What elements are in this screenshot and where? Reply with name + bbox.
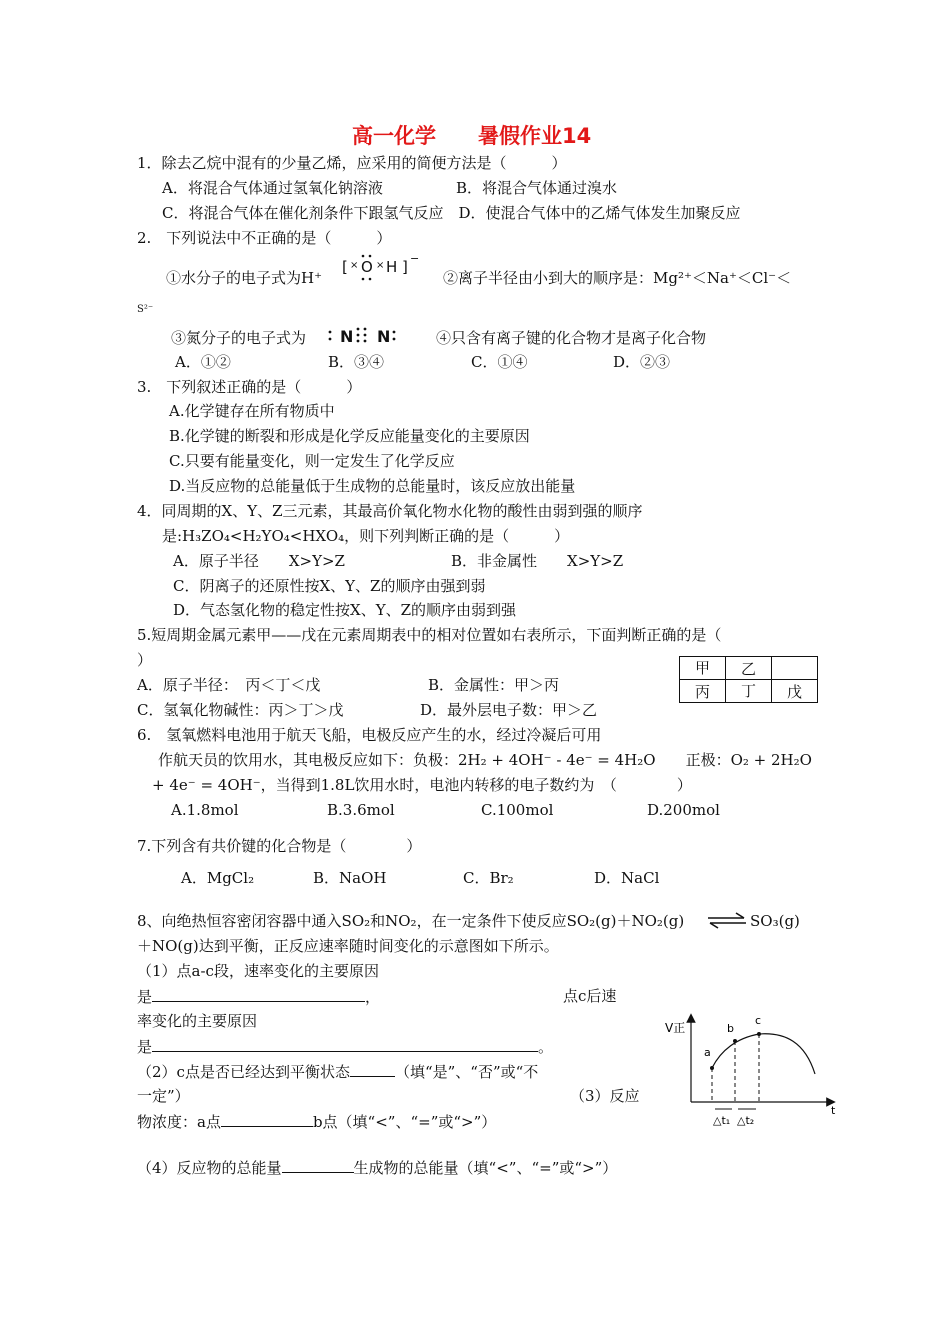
- q2-option-c: C．①④: [471, 353, 528, 371]
- q6-option-d: D.200mol: [647, 801, 720, 819]
- dt2-label: △t₂: [737, 1114, 755, 1127]
- q8-part-2-hint: （填“是”、“否”或“不: [394, 1063, 539, 1081]
- svg-text:×: ×: [350, 260, 359, 271]
- q2-option-b: B．③④: [328, 353, 385, 371]
- q5-stem-2: ）: [137, 651, 153, 669]
- point-a-label: a: [704, 1046, 711, 1059]
- q8-part-4-line: [137, 1157, 617, 1178]
- q1-option-cd: C．将混合气体在催化剂条件下跟氢气反应 D．使混合气体中的乙烯气体发生加聚反应: [162, 204, 741, 222]
- rate-time-graph: [655, 1010, 845, 1130]
- svg-text:−: −: [410, 252, 420, 265]
- q2-item-4: ④只含有离子键的化合物才是离子化合物: [436, 329, 707, 347]
- q8-stem-2: ＋NO(g)达到平衡，正反应速率随时间变化的示意图如下所示。: [137, 937, 559, 955]
- q2-item-2: ②离子半径由小到大的顺序是：Mg²⁺＜Na⁺＜Cl⁻＜: [443, 269, 792, 287]
- q2-stem: 2. 下列说法中不正确的是（ ）: [137, 229, 392, 247]
- q6-stem: 6. 氢氧燃料电池用于航天飞船，电极反应产生的水，经过冷凝后可用: [137, 726, 602, 744]
- periodic-table-fragment: [679, 656, 818, 703]
- svg-text:N: N: [377, 327, 391, 346]
- q8-part-1-reason: 率变化的主要原因: [137, 1012, 258, 1030]
- q6-option-c: C.100mol: [481, 801, 554, 819]
- table-cell: 丙: [680, 680, 726, 703]
- q1-option-a: A．将混合气体通过氢氧化钠溶液: [162, 179, 383, 197]
- q4-option-d: D．气态氢化物的稳定性按X、Y、Z的顺序由弱到强: [173, 601, 517, 619]
- q8-part-1-shi-2: 是: [137, 1038, 153, 1056]
- q6-option-b: B.3.6mol: [327, 801, 395, 819]
- q8-stem-b: SO₃(g): [750, 912, 800, 930]
- point-c: [757, 1032, 761, 1036]
- q8-part-1: （1）点a-c段，速率变化的主要原因: [137, 962, 379, 980]
- svg-text:×: ×: [376, 260, 385, 271]
- q2-item-3: ③氮分子的电子式为: [171, 329, 307, 347]
- q3-option-a: A.化学键存在所有物质中: [169, 402, 335, 420]
- svg-text:H: H: [386, 258, 398, 276]
- q7-option-d: D．NaCl: [594, 869, 660, 887]
- q6-stem-2: 作航天员的饮用水，其电极反应如下：负极：2H₂ + 4OH⁻ - 4e⁻ = 4H₂O 正极：O₂ + 2H₂O: [158, 751, 812, 769]
- q8-part-3: （3）反应: [570, 1087, 640, 1105]
- q7-option-a: A．MgCl₂: [181, 869, 255, 887]
- q8-part-1-comma: ，: [365, 988, 381, 1006]
- q4-option-b: B．非金属性 X>Y>Z: [451, 552, 624, 570]
- q3-option-d: D.当反应物的总能量低于生成物的总能量时，该反应放出能量: [169, 477, 576, 495]
- q2-item-2-cont: S²⁻: [137, 304, 154, 315]
- q8-part-3-hint: b点（填“<”、“=”或“>”）: [312, 1113, 497, 1131]
- q4-option-c: C．阴离子的还原性按X、Y、Z的顺序由强到弱: [173, 577, 486, 595]
- q8-part-2: （2）c点是否已经达到平衡状态: [137, 1063, 350, 1081]
- q5-option-b: B．金属性：甲＞丙: [428, 676, 560, 694]
- q8-part-2-line: [137, 1061, 538, 1082]
- q3-option-c: C.只要有能量变化，则一定发生了化学反应: [169, 452, 455, 470]
- point-b-label: b: [727, 1022, 734, 1035]
- point-b: [733, 1039, 737, 1043]
- answer-blank-3[interactable]: [350, 1061, 395, 1077]
- q1-option-b: B．将混合气体通过溴水: [456, 179, 618, 197]
- answer-blank-4[interactable]: [221, 1111, 313, 1127]
- q7-stem: 7.下列含有共价键的化合物是（ ）: [137, 837, 422, 855]
- q4-option-a: A．原子半径 X>Y>Z: [173, 552, 345, 570]
- q4-stem-2: 是:H₃ZO₄<H₂YO₄<HXO₄，则下列判断正确的是（ ）: [162, 527, 570, 545]
- svg-text:]: ]: [402, 258, 408, 276]
- nitrogen-electron-formula: [322, 322, 412, 350]
- q2-option-d: D．②③: [613, 353, 671, 371]
- table-cell: [772, 657, 818, 680]
- q8-part-1-line: [137, 986, 380, 1007]
- answer-blank-5[interactable]: [282, 1157, 354, 1173]
- q8-stem-a: 8、向绝热恒容密闭容器中通入SO₂和NO₂，在一定条件下使反应SO₂(g)＋NO₂(g): [137, 912, 685, 930]
- q7-option-b: B．NaOH: [313, 869, 387, 887]
- equilibrium-arrow-icon: [706, 912, 748, 930]
- table-cell: 甲: [680, 657, 726, 680]
- svg-text:[: [: [342, 258, 348, 276]
- q5-option-c: C．氢氧化物碱性：丙＞丁＞戊: [137, 701, 344, 719]
- point-a: [710, 1066, 714, 1070]
- q4-stem: 4．同周期的X、Y、Z三元素，其最高价氧化物水化物的酸性由弱到强的顺序: [137, 502, 643, 520]
- q5-stem: 5.短周期金属元素甲——戊在元素周期表中的相对位置如右表所示，下面判断正确的是（: [137, 626, 722, 644]
- x-axis-label: t: [831, 1104, 836, 1117]
- q5-option-a: A．原子半径： 丙＜丁＜戊: [137, 676, 321, 694]
- q8-part-3-line: [137, 1111, 496, 1132]
- q3-option-b: B.化学键的断裂和形成是化学反应能量变化的主要原因: [169, 427, 530, 445]
- table-cell: 丁: [726, 680, 772, 703]
- dt1-label: △t₁: [713, 1114, 731, 1127]
- q2-option-a: A．①②: [175, 353, 231, 371]
- rate-curve: [712, 1034, 815, 1074]
- q8-part-1-line-2: [137, 1036, 553, 1057]
- q6-option-a: A.1.8mol: [171, 801, 239, 819]
- q2-item-1: ①水分子的电子式为H⁺: [166, 269, 322, 287]
- q6-stem-3: + 4e⁻ = 4OH⁻，当得到1.8L饮用水时，电池内转移的电子数约为 （ ）: [152, 776, 692, 794]
- page-title: 高一化学 暑假作业14: [352, 124, 592, 148]
- svg-text:O: O: [361, 258, 373, 276]
- q8-part-4-hint: 生成物的总能量（填“<”、“=”或“>”）: [353, 1159, 618, 1177]
- answer-blank-2[interactable]: [152, 1036, 538, 1052]
- q7-option-c: C．Br₂: [463, 869, 514, 887]
- answer-blank-1[interactable]: [152, 986, 365, 1002]
- q3-stem: 3. 下列叙述正确的是（ ）: [137, 378, 362, 396]
- q8-part-4: （4）反应物的总能量: [137, 1159, 282, 1177]
- table-cell: 戊: [772, 680, 818, 703]
- table-cell: 乙: [726, 657, 772, 680]
- q8-part-1-period: 。: [538, 1038, 554, 1056]
- svg-text:N: N: [340, 327, 354, 346]
- q8-part-1-after-c: 点c后速: [563, 987, 617, 1005]
- q8-part-2-cont: 一定”）: [137, 1087, 190, 1105]
- q5-option-d: D．最外层电子数：甲＞乙: [420, 701, 598, 719]
- q8-part-3-a: 物浓度：a点: [137, 1113, 221, 1131]
- q1-stem: 1．除去乙烷中混有的少量乙烯，应采用的简便方法是（ ）: [137, 154, 567, 172]
- q8-part-1-shi: 是: [137, 988, 153, 1006]
- y-axis-label: V正: [665, 1021, 686, 1035]
- water-electron-formula: [340, 248, 430, 284]
- point-c-label: c: [755, 1014, 762, 1027]
